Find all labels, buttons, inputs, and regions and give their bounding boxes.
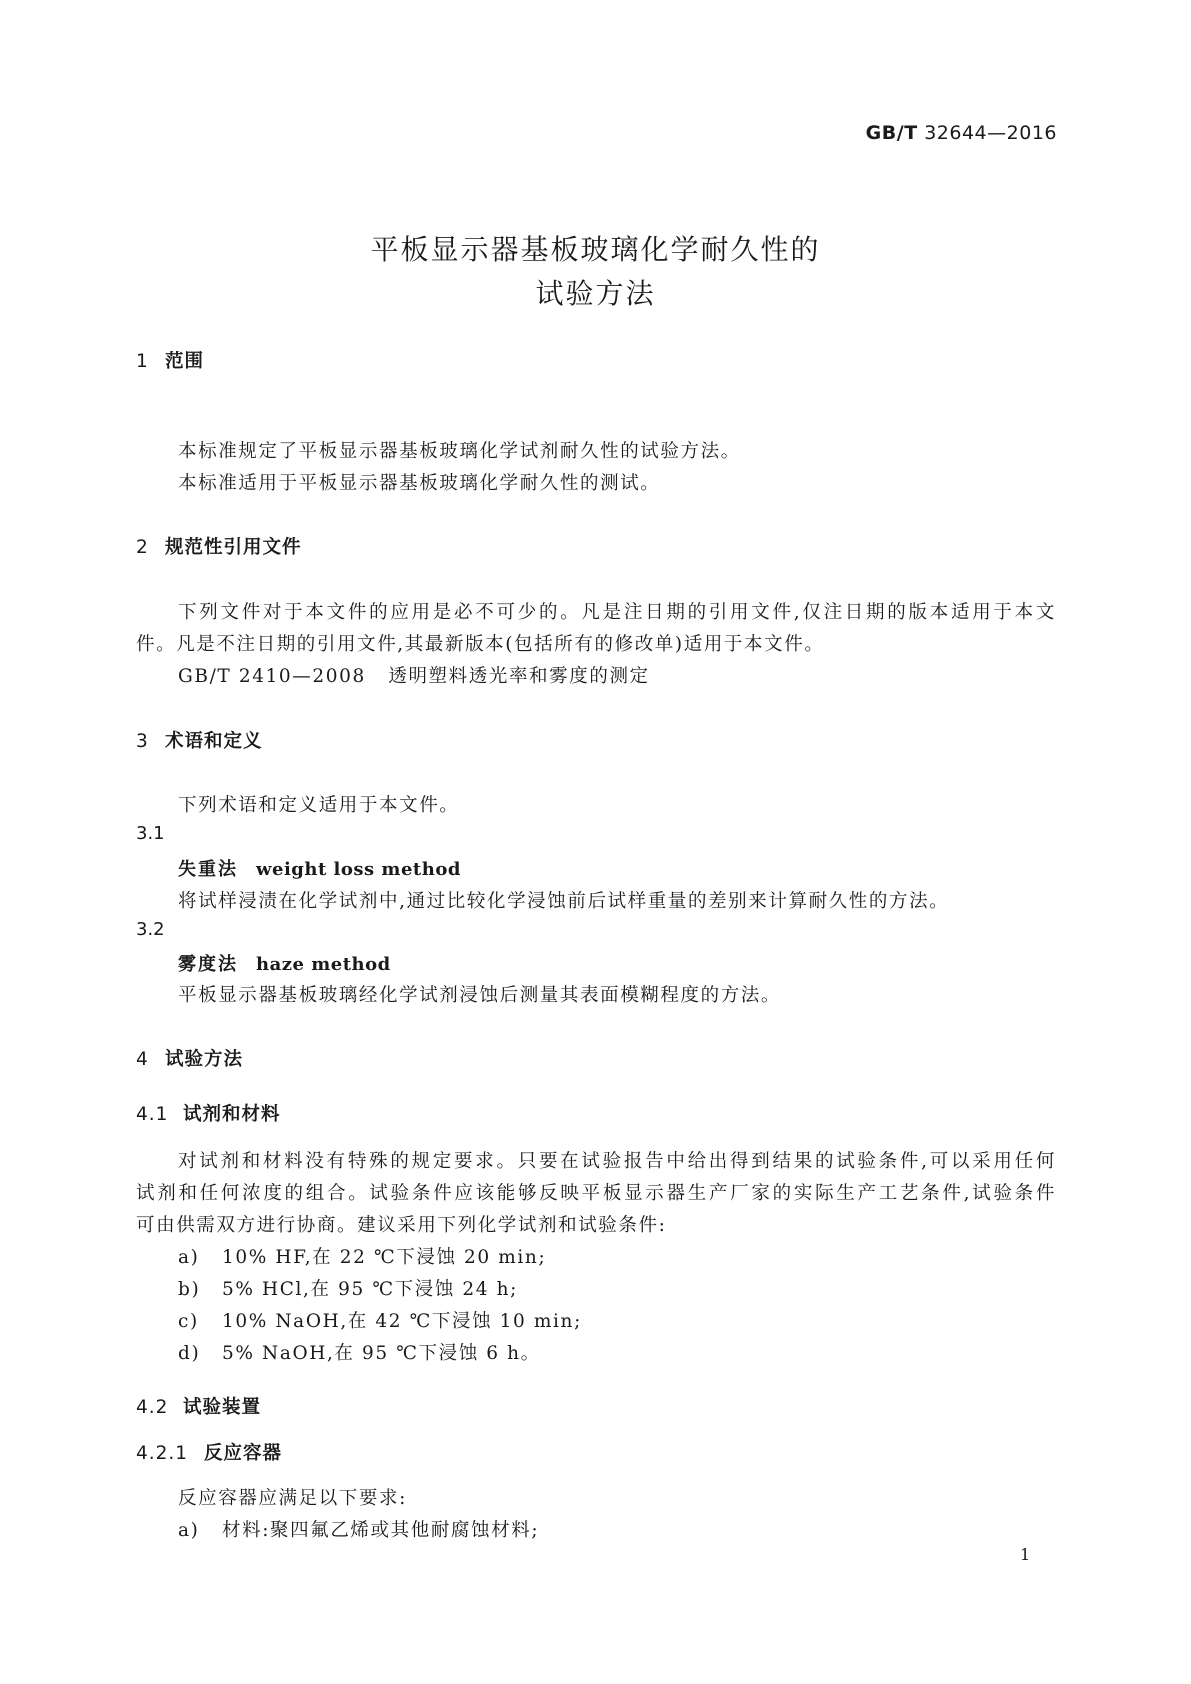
section-title: 规范性引用文件 <box>165 537 302 558</box>
section-title: 术语和定义 <box>165 731 263 752</box>
list-item-text: 5% HCl,在 95 ℃下浸蚀 24 h; <box>222 1279 518 1300</box>
list-item-label: a) <box>178 1247 200 1268</box>
list-item-label: d) <box>178 1343 201 1364</box>
section-4-heading <box>136 1045 243 1071</box>
list-item <box>178 1339 541 1365</box>
section-4-1-paragraph-line-3: 可由供需双方进行协商。建议采用下列化学试剂和试验条件: <box>136 1215 667 1236</box>
term-3-2-number: 3.2 <box>136 919 165 940</box>
section-number: 4 <box>136 1049 149 1070</box>
section-title: 试验方法 <box>165 1049 244 1070</box>
section-4-2-heading <box>136 1393 261 1419</box>
section-3-intro: 下列术语和定义适用于本文件。 <box>178 795 460 816</box>
list-item <box>178 1275 518 1301</box>
section-number: 4.1 <box>136 1104 169 1125</box>
term-3-2-definition: 平板显示器基板玻璃经化学试剂浸蚀后测量其表面模糊程度的方法。 <box>178 985 782 1006</box>
term-zh: 雾度法 <box>178 954 238 975</box>
normative-reference <box>178 662 650 688</box>
section-2-heading <box>136 533 302 559</box>
section-4-2-1-heading <box>136 1439 282 1465</box>
standard-code-prefix: GB/T <box>865 122 918 144</box>
term-3-2 <box>178 950 391 976</box>
section-number: 4.2 <box>136 1397 169 1418</box>
document-title-line-1: 平板显示器基板玻璃化学耐久性的 <box>370 233 821 266</box>
section-1-paragraph-1: 本标准规定了平板显示器基板玻璃化学试剂耐久性的试验方法。 <box>178 441 741 462</box>
section-4-1-paragraph-line-2: 试剂和任何浓度的组合。试验条件应该能够反映平板显示器生产厂家的实际生产工艺条件,试验条件 <box>136 1183 1056 1204</box>
section-4-2-1-intro: 反应容器应满足以下要求: <box>178 1488 407 1509</box>
section-2-paragraph-line-2: 件。凡是不注日期的引用文件,其最新版本(包括所有的修改单)适用于本文件。 <box>136 634 825 655</box>
section-number: 4.2.1 <box>136 1443 189 1464</box>
section-4-1-heading <box>136 1100 281 1126</box>
list-item <box>178 1243 546 1269</box>
list-item-label: b) <box>178 1279 201 1300</box>
term-en: weight loss method <box>256 859 461 880</box>
section-3-heading <box>136 727 263 753</box>
section-number: 3 <box>136 731 149 752</box>
list-item <box>178 1307 582 1333</box>
list-item-text: 5% NaOH,在 95 ℃下浸蚀 6 h。 <box>222 1343 541 1364</box>
term-en: haze method <box>256 954 391 975</box>
list-item-label: c) <box>178 1311 199 1332</box>
term-zh: 失重法 <box>178 859 238 880</box>
page-number: 1 <box>1020 1545 1031 1564</box>
section-title: 试剂和材料 <box>183 1104 281 1125</box>
list-item-text: 10% NaOH,在 42 ℃下浸蚀 10 min; <box>222 1311 582 1332</box>
section-title: 范围 <box>165 351 205 372</box>
document-title-line-2: 试验方法 <box>535 277 656 310</box>
section-1-paragraph-2: 本标准适用于平板显示器基板玻璃化学耐久性的测试。 <box>178 473 661 494</box>
list-item-label: a) <box>178 1520 200 1541</box>
section-title: 反应容器 <box>204 1443 283 1464</box>
reference-code: GB/T 2410—2008 <box>178 666 366 687</box>
section-2-paragraph-line-1: 下列文件对于本文件的应用是必不可少的。凡是注日期的引用文件,仅注日期的版本适用于本文 <box>178 602 1056 623</box>
term-3-1 <box>178 855 461 881</box>
section-1-heading <box>136 347 204 373</box>
list-item <box>178 1516 539 1542</box>
term-3-1-definition: 将试样浸渍在化学试剂中,通过比较化学浸蚀前后试样重量的差别来计算耐久性的方法。 <box>178 891 950 912</box>
section-number: 2 <box>136 537 149 558</box>
section-title: 试验装置 <box>183 1397 262 1418</box>
reference-title: 透明塑料透光率和雾度的测定 <box>388 666 650 687</box>
section-number: 1 <box>136 351 149 372</box>
list-item-text: 10% HF,在 22 ℃下浸蚀 20 min; <box>222 1247 547 1268</box>
list-item-text: 材料:聚四氟乙烯或其他耐腐蚀材料; <box>222 1520 540 1541</box>
term-3-1-number: 3.1 <box>136 823 165 844</box>
standard-code-number: 32644—2016 <box>924 122 1057 144</box>
section-4-1-paragraph-line-1: 对试剂和材料没有特殊的规定要求。只要在试验报告中给出得到结果的试验条件,可以采用任何 <box>178 1151 1056 1172</box>
standard-code <box>866 122 1057 144</box>
